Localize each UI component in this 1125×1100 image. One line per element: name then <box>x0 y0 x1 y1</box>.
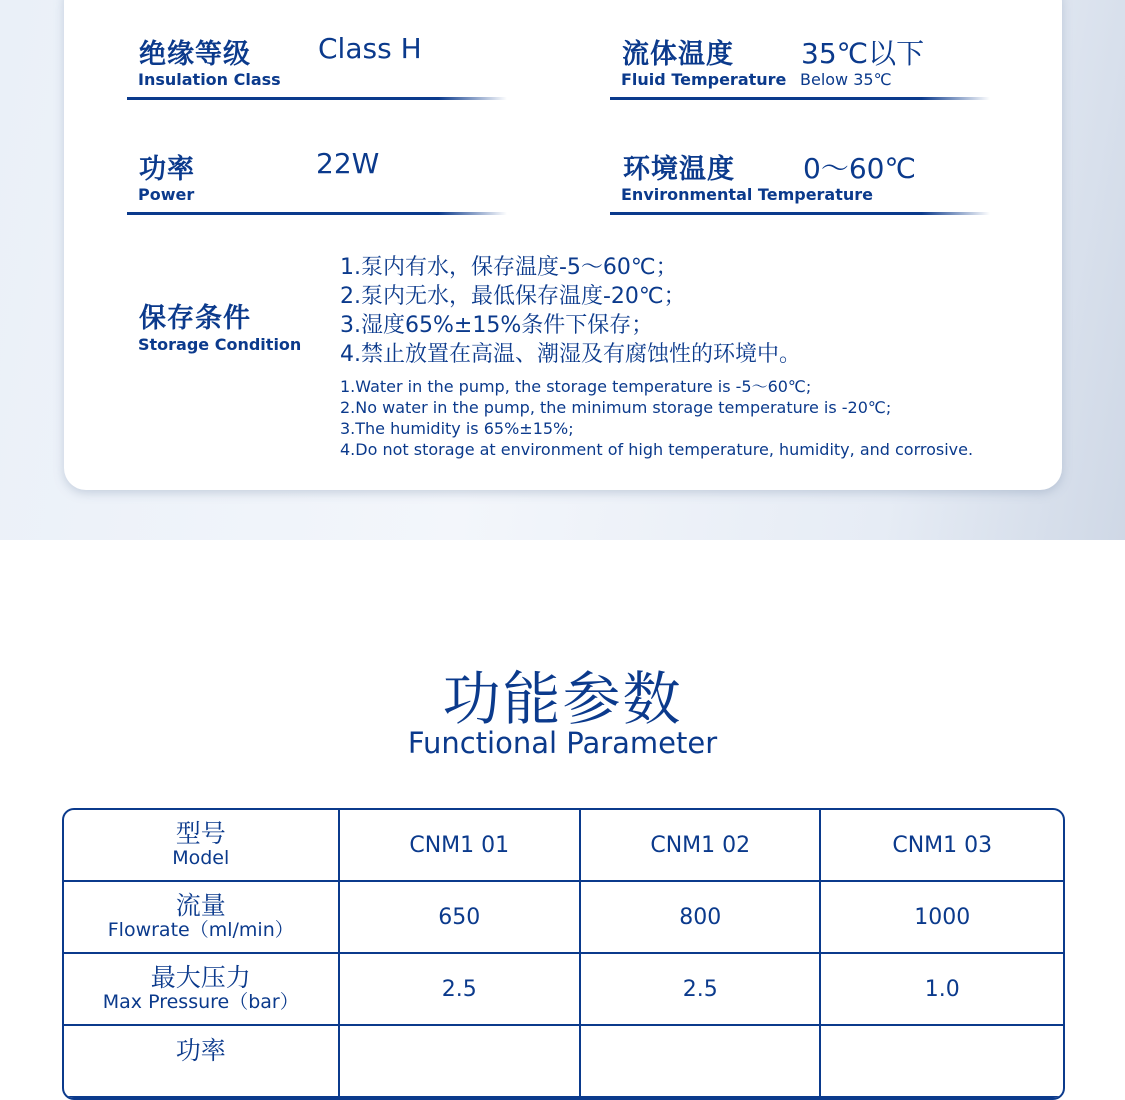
spec-power-zh: 功率 <box>139 154 195 185</box>
storage-zh-item: 4.禁止放置在高温、潮湿及有腐蚀性的环境中。 <box>340 342 801 367</box>
row-header-zh: 流量 <box>175 891 226 920</box>
table-cell: CNM1 02 <box>581 810 821 882</box>
storage-zh-list <box>340 253 801 369</box>
spec-power-en: Power <box>138 185 195 204</box>
storage-en-list <box>340 376 973 460</box>
row-header-max-pressure <box>64 954 340 1026</box>
spec-insulation-en: Insulation Class <box>138 70 281 89</box>
spec-insulation-value: Class H <box>318 32 422 65</box>
row-header-en: Max Pressure（bar） <box>102 991 299 1013</box>
spec-env-temp-zh: 环境温度 <box>623 154 735 185</box>
table-cell: 1.0 <box>821 954 1063 1026</box>
table-row-power <box>64 1026 1063 1098</box>
spec-fluid-temp-en: Fluid Temperature <box>621 70 787 89</box>
spec-storage-zh: 保存条件 <box>139 303 251 334</box>
spec-env-temp-value: 0～60℃ <box>803 152 916 185</box>
row-header-en: Flowrate（ml/min） <box>107 919 294 941</box>
row-header-zh: 型号 <box>175 819 226 848</box>
spec-fluid-temp-value: 35℃以下 <box>801 37 925 70</box>
spec-card <box>64 0 1062 490</box>
spec-insulation-zh: 绝缘等级 <box>139 39 251 70</box>
parameter-table <box>62 808 1065 1100</box>
storage-en-item: 3.The humidity is 65%±15%; <box>340 419 574 438</box>
table-row-max-pressure <box>64 954 1063 1026</box>
row-header-flowrate <box>64 882 340 954</box>
table-cell: CNM1 03 <box>821 810 1063 882</box>
table-cell: 2.5 <box>581 954 821 1026</box>
table-cell <box>340 1026 581 1098</box>
table-cell <box>581 1026 821 1098</box>
table-row-flowrate <box>64 882 1063 954</box>
spec-fluid-temp-zh: 流体温度 <box>622 39 734 70</box>
row-header-en: Model <box>172 847 230 869</box>
storage-en-item: 4.Do not storage at environment of high temperature, humidity, and corrosive. <box>340 440 974 459</box>
storage-en-item: 1.Water in the pump, the storage temperature is -5～60℃; <box>340 377 812 396</box>
table-cell: CNM1 01 <box>340 810 581 882</box>
spec-power-value: 22W <box>316 147 380 180</box>
table-cell: 650 <box>340 882 581 954</box>
row-header-zh: 最大压力 <box>150 963 251 992</box>
row-header-power <box>64 1026 340 1098</box>
section-title-en: Functional Parameter <box>407 726 718 760</box>
spec-storage-en: Storage Condition <box>138 335 302 354</box>
spec-fluid-temp-value-en: Below 35℃ <box>800 70 892 89</box>
storage-en-item: 2.No water in the pump, the minimum storage temperature is -20℃; <box>340 398 892 417</box>
table-cell <box>821 1026 1063 1098</box>
storage-zh-item: 3.湿度65%±15%条件下保存； <box>340 313 654 338</box>
table-cell: 1000 <box>821 882 1063 954</box>
table-cell: 800 <box>581 882 821 954</box>
spec-env-temp-en: Environmental Temperature <box>621 185 874 204</box>
storage-zh-item: 2.泵内无水，最低保存温度-20℃； <box>340 284 686 309</box>
row-header-zh: 功率 <box>175 1036 226 1065</box>
row-header-model <box>64 810 340 882</box>
table-row-model <box>64 810 1063 882</box>
spec-storage <box>64 0 1062 490</box>
storage-zh-item: 1.泵内有水，保存温度-5～60℃； <box>340 255 678 280</box>
table-cell: 2.5 <box>340 954 581 1026</box>
section-title-zh: 功能参数 <box>442 665 683 733</box>
